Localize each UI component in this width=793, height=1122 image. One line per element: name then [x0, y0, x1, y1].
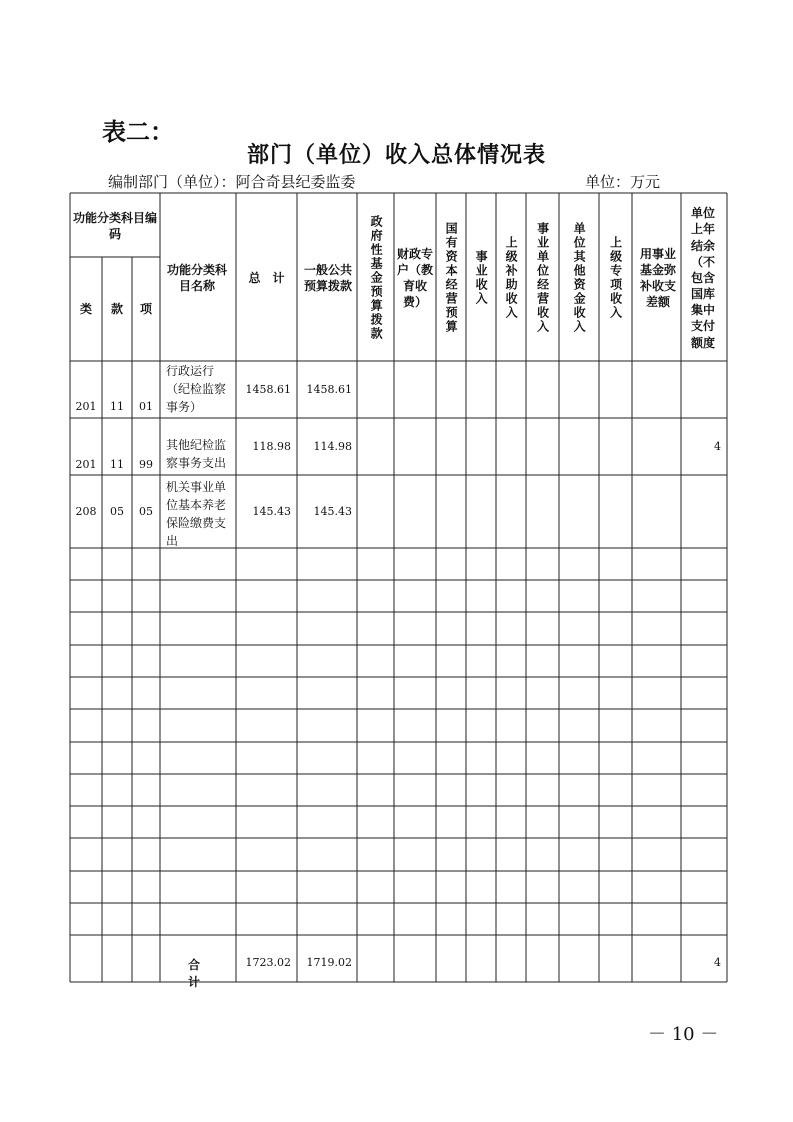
- totals-carryover: 4: [714, 956, 721, 969]
- row-2-xiang: 99: [139, 458, 153, 471]
- header-lei: 类: [79, 301, 92, 316]
- row-3-name: 机关事业单位基本养老保险缴费支出: [166, 480, 227, 548]
- header-kuan: 款: [110, 301, 123, 316]
- table-label: 表二：: [102, 117, 174, 146]
- row-2-total: 118.98: [252, 440, 291, 453]
- totals-total: 1723.02: [245, 956, 291, 969]
- header-other-income: 单位其他资金收入: [572, 222, 587, 334]
- row-3-total: 145.43: [252, 505, 291, 518]
- row-1-total: 1458.61: [245, 383, 291, 396]
- row-1-kuan: 11: [110, 400, 124, 413]
- row-1-name: 行政运行（纪检监察事务）: [166, 364, 227, 414]
- compiler-line: 编制部门（单位）：阿合奇县纪委监委: [108, 173, 356, 191]
- row-3-xiang: 05: [139, 505, 153, 518]
- row-2-kuan: 11: [110, 458, 124, 471]
- table-title: 部门（单位）收入总体情况表: [246, 142, 546, 168]
- totals-general: 1719.02: [306, 956, 352, 969]
- row-3-lei: 208: [75, 505, 97, 518]
- header-total: 总 计: [248, 270, 285, 285]
- header-operating-income: 事业单位经营收入: [535, 222, 550, 334]
- row-2-lei: 201: [75, 458, 97, 471]
- unit-line: 单位：万元: [585, 173, 661, 191]
- header-superior-special: 上级专项收入: [608, 236, 623, 320]
- header-general-budget: 一般公共预算拨款: [303, 262, 352, 293]
- row-2-general: 114.98: [313, 440, 352, 453]
- header-gov-fund: 政府性基金预算拨款: [369, 215, 384, 341]
- header-superior-subsidy: 上级补助收入: [504, 236, 519, 320]
- header-xiang: 项: [139, 301, 152, 316]
- header-special: 财政专户（教育收费）: [396, 246, 433, 310]
- header-code-group: 功能分类科目编码: [72, 210, 157, 241]
- row-1-lei: 201: [75, 400, 97, 413]
- row-3-general: 145.43: [313, 505, 352, 518]
- header-carryover: 单位上年结余（不包含国库集中支付额度: [690, 206, 715, 350]
- header-business-income: 事业收入: [474, 250, 489, 306]
- header-func-name: 功能分类科目名称: [166, 262, 227, 293]
- page-number: － 10 －: [648, 1024, 719, 1045]
- totals-label: 合 计: [187, 958, 216, 989]
- header-fund-compensation: 用事业基金弥补收支差额: [639, 246, 676, 310]
- row-2-carryover: 4: [714, 440, 721, 453]
- header-state-capital: 国有资本经营预算: [444, 222, 459, 334]
- row-1-xiang: 01: [139, 400, 153, 413]
- row-1-general: 1458.61: [306, 383, 352, 396]
- row-2-name: 其他纪检监察事务支出: [166, 438, 227, 470]
- row-3-kuan: 05: [110, 505, 124, 518]
